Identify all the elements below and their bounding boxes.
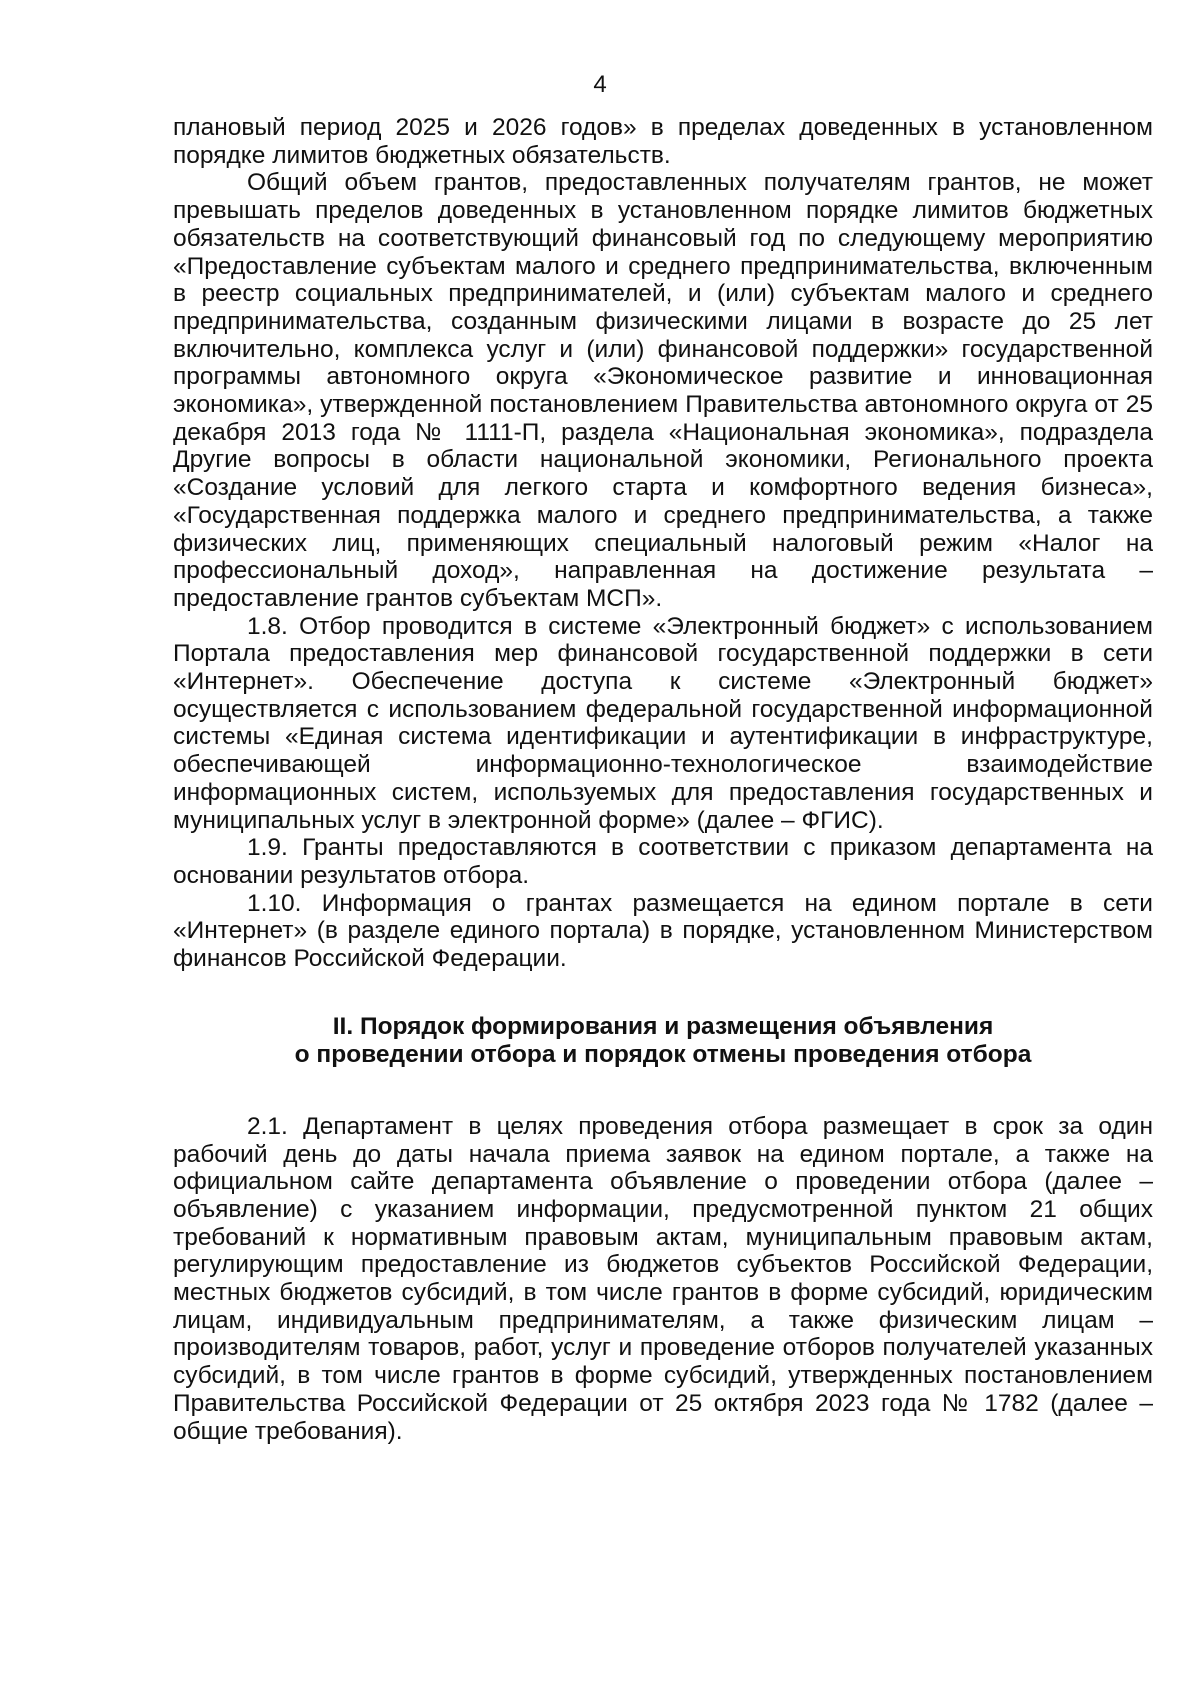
document-body — [173, 114, 1153, 1445]
paragraph-2-1: 2.1. Департамент в целях проведения отбора размещает в срок за один рабочий день до даты начала приема заявок на едином портале, а также на официальном сайте департамента объявление о проведении отбора (далее – объявление) с указанием информации, предусмотренной пунктом 21 общих требований к нормативным правовым актам, муниципальным правовым актам, регулирующим предоставление из бюджетов субъектов Российской Федерации, местных бюджетов субсидий, в том числе грантов в форме субсидий, юридическим лицам, индивидуальным предпринимателям, а также физическим лицам – производителям товаров, работ, услуг и проведение отборов получателей указанных субсидий, в том числе грантов в форме субсидий, утвержденных постановлением Правительства Российской Федерации от 25 октября 2023 года № 1782 (далее – общие требования). — [173, 1112, 1153, 1445]
page-number: 4 — [593, 71, 607, 98]
paragraph-1-8: 1.8. Отбор проводится в системе «Электронный бюджет» с использованием Портала предоставления мер финансовой государственной поддержки в сети «Интернет». Обеспечение доступа к системе «Электронный бюджет» осуществляется с использованием федеральной государственной информационной системы «Единая система идентификации и аутентификации в инфраструктуре, обеспечивающей информационно-технологическое взаимодействие информационных систем, используемых для предоставления государственных и муниципальных услуг в электронной форме» (далее – ФГИС). — [173, 612, 1153, 834]
section-heading-line-2: о проведении отбора и порядок отмены проведения отбора — [294, 1040, 1032, 1068]
section-heading — [173, 1013, 1153, 1069]
paragraph-1-9: 1.9. Гранты предоставляются в соответствии с приказом департамента на основании результатов отбора. — [173, 834, 1153, 889]
paragraph-continuation: плановый период 2025 и 2026 годов» в пределах доведенных в установленном порядке лимитов бюджетных обязательств. — [173, 114, 1153, 169]
section-heading-line-1: II. Порядок формирования и размещения объявления — [332, 1012, 994, 1040]
paragraph-1-10: 1.10. Информация о грантах размещается на едином портале в сети «Интернет» (в разделе единого портала) в порядке, установленном Министерством финансов Российской Федерации. — [173, 889, 1153, 973]
paragraph-grant-volume: Общий объем грантов, предоставленных получателям грантов, не может превышать пределов доведенных в установленном порядке лимитов бюджетных обязательств на соответствующий финансовый год по следующему мероприятию «Предоставление субъектам малого и среднего предпринимательства, включенным в реестр социальных предпринимателей, и (или) субъектам малого и среднего предпринимательства, созданным физическими лицами в возрасте до 25 лет включительно, комплекса услуг и (или) финансовой поддержки» государственной программы автономного округа «Экономическое развитие и инновационная экономика», утвержденной постановлением Правительства автономного округа от 25 декабря 2013 года № 1111-П, раздела «Национальная экономика», подраздела Другие вопросы в области национальной экономики, Регионального проекта «Создание условий для легкого старта и комфортного ведения бизнеса», «Государственная поддержка малого и среднего предпринимательства, а также физических лиц, применяющих специальный налоговый режим «Налог на профессиональный доход», направленная на достижение результата – предоставление грантов субъектам МСП». — [173, 169, 1153, 612]
